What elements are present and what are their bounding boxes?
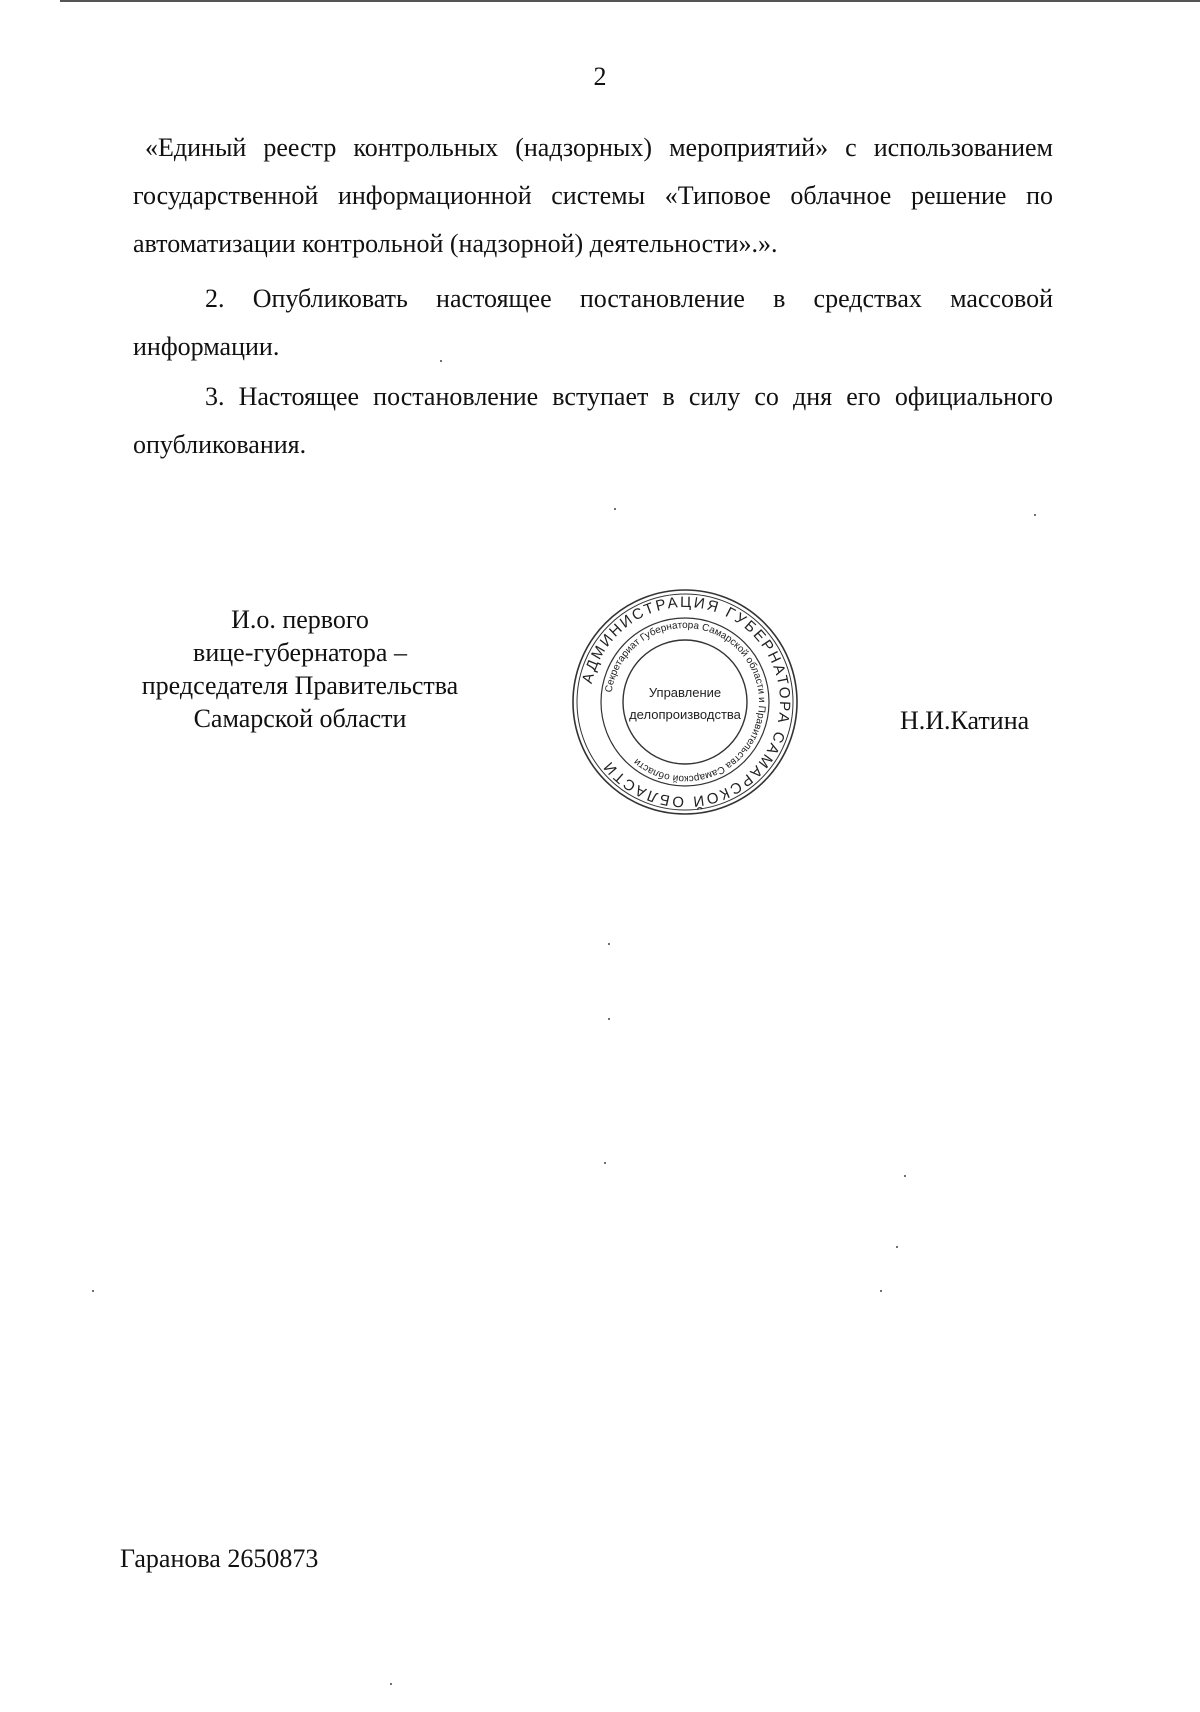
seal-center-line-1: Управление [648, 685, 722, 700]
paragraph-1-text: «Единый реестр контрольных (надзорных) мероприятий» с использованием государственной информационной системы «Типовое облачное решение по автоматизации контрольной (надзорной) деятельности».». [133, 133, 1053, 258]
position-line-1: И.о. первого [231, 605, 369, 634]
scan-speck [604, 1162, 606, 1164]
seal-outer-text: АДМИНИСТРАЦИЯ ГУБЕРНАТОРА САМАРСКОЙ ОБЛАСТИ [578, 593, 794, 811]
scan-speck [608, 1018, 610, 1020]
signatory-name: Н.И.Катина [900, 706, 1030, 735]
scan-speck [92, 1290, 94, 1292]
top-scan-rule [60, 0, 1200, 2]
scan-speck [608, 943, 610, 945]
page-number: 2 [593, 62, 607, 91]
seal-center-line-2: делопроизводства [629, 707, 741, 722]
scan-speck [614, 508, 616, 510]
position-line-4: Самарской области [193, 704, 407, 733]
official-seal-stamp [570, 587, 800, 817]
signatory-position [120, 603, 480, 735]
seal-graphic [570, 587, 800, 817]
scan-speck [1034, 514, 1036, 516]
seal-inner-ring-text: Секретариат Губернатора Самарской области и Правительства Самарской области [603, 619, 768, 785]
executor-contact: Гаранова 2650873 [120, 1544, 319, 1573]
scan-speck [880, 1290, 882, 1292]
paragraph-2 [133, 272, 1053, 371]
scan-speck [390, 1683, 392, 1685]
position-line-2: вице-губернатора – [193, 638, 407, 667]
scan-speck [440, 360, 442, 362]
paragraph-2-text: 2. Опубликовать настоящее постановление в средствах массовой информации. [133, 284, 1053, 361]
paragraph-continuation [133, 124, 1053, 268]
paragraph-3 [133, 370, 1053, 469]
scan-speck [896, 1246, 898, 1248]
svg-text:Секретариат Губернатора Самарс [604, 620, 767, 784]
paragraph-3-text: 3. Настоящее постановление вступает в силу со дня его официального опубликования. [133, 382, 1053, 459]
scan-speck [904, 1175, 906, 1177]
position-line-3: председателя Правительства [141, 671, 459, 700]
